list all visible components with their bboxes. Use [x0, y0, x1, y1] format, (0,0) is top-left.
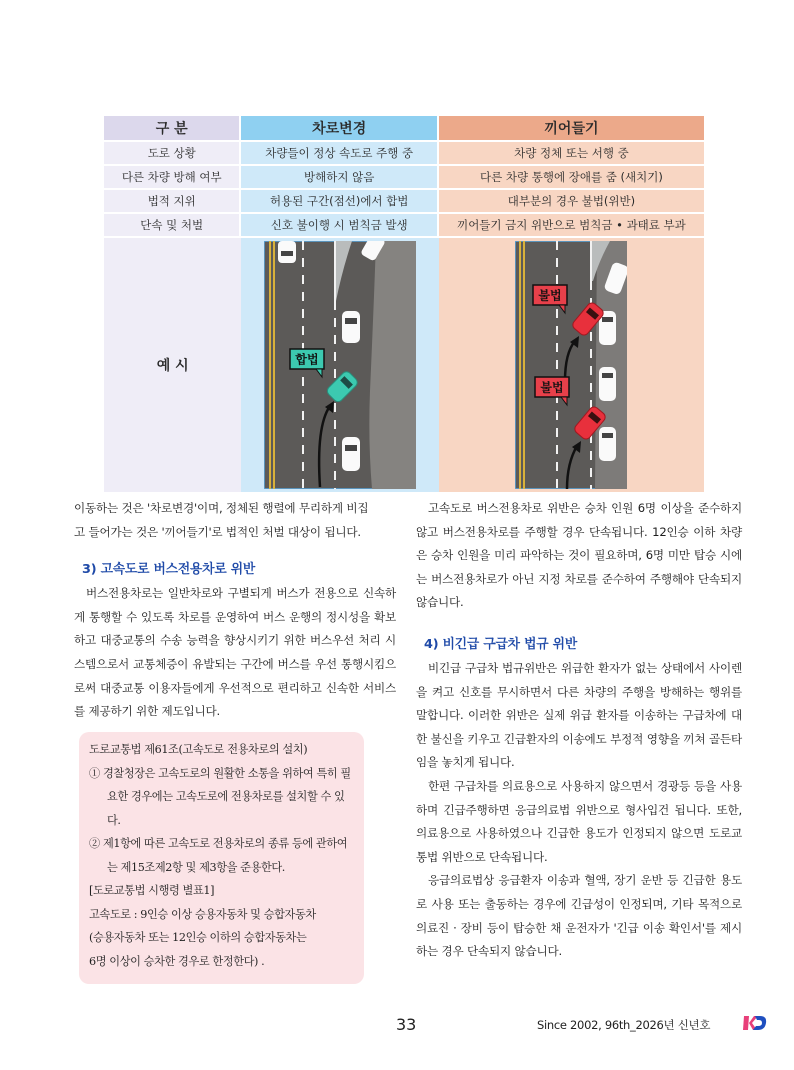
comparison-table: [104, 116, 704, 492]
header-lane-change: 차로변경: [241, 116, 438, 140]
lane-change-cell: 방해하지 않음: [241, 164, 438, 188]
issue-label: Since 2002, 96th_2026년 신년호: [537, 1018, 711, 1032]
white-car-icon: [599, 427, 616, 461]
cut-in-cell: 차량 정체 또는 서행 중: [439, 140, 704, 164]
section-4-title: 4) 비긴급 구급차 법규 위반: [424, 636, 577, 652]
cut-in-cell: 끼어들기 금지 위반으로 범칙금 • 과태료 부과: [439, 212, 704, 236]
header-category: 구 분: [104, 116, 241, 140]
section-3-body: 버스전용차로는 일반차로와 구별되게 버스가 전용으로 신속하게 통행할 수 있도록 차로를 운영하여 버스 운행의 정시성을 확보하고 대중교통의 수송 능력을 향상시키기 위한 버스우선 처리 시스템으로서 교통체증이 유발되는 구간에 버스를 우선 통행시킴으로써 대중교통 이용자들에게 우선적으로 편리하고 신속한 서비스를 제공하기 위한 제도입니다.: [74, 586, 396, 719]
law-item-2: ② 제1항에 따른 고속도로 전용차로의 종류 등에 관하여는 제15조제2항 및 제3항을 준용한다.: [89, 837, 348, 874]
law-reference-box: [79, 732, 364, 984]
cut-in-cell: 다른 차량 통행에 장애를 줌 (새치기): [439, 164, 704, 188]
cut-in-illustration-cell: [439, 236, 704, 492]
lane-change-illustration-cell: [241, 236, 438, 492]
table-row: [104, 188, 704, 212]
table-row: [104, 212, 704, 236]
ambulance-paragraph: 비긴급 구급차 법규위반은 위급한 환자가 없는 상태에서 사이렌을 켜고 신호를 무시하면서 다른 차량의 주행을 방해하는 행위를 말합니다. 이러한 위반은 실제 위급 환자를 이송하는 구급차에 대한 불신을 키우고 긴급환자의 이송에도 부정적 영향을 끼쳐 골든타임을 놓치게 됩니다.: [416, 660, 742, 770]
section-3-title: 3) 고속도로 버스전용차로 위반: [82, 562, 256, 578]
row-label: 법적 지위: [104, 188, 241, 212]
ambulance-paragraph: 한편 구급차를 의료용으로 사용하지 않으면서 경광등 등을 사용하며 긴급주행하면 응급의료법 위반으로 형사입건 됩니다. 또한, 의료용으로 사용하였으나 긴급한 용도가 인정되지 않으면 도로교통법 위반으로 단속됩니다.: [416, 778, 742, 864]
table-row: [104, 140, 704, 164]
lane-change-cell: 차량들이 정상 속도로 주행 중: [241, 140, 438, 164]
svg-text:불법: 불법: [538, 288, 563, 303]
row-label: 도로 상황: [104, 140, 241, 164]
cut-in-cell: 대부분의 경우 불법(위반): [439, 188, 704, 212]
white-car-icon: [342, 311, 360, 343]
kd-logo-icon: [743, 1015, 767, 1031]
intro-line: 고 들어가는 것은 '끼어들기'로 법적인 처벌 대상이 됩니다.: [74, 524, 361, 539]
table-header-row: [104, 116, 704, 140]
row-label: 다른 차량 방해 여부: [104, 164, 241, 188]
lane-change-cell: 허용된 구간(점선)에서 합법: [241, 188, 438, 212]
decree-line: 고속도로 : 9인승 이상 승용자동차 및 승합자동차: [89, 907, 316, 921]
example-label: 예 시: [104, 236, 241, 492]
table-row: [104, 164, 704, 188]
page-number: 33: [396, 1015, 417, 1034]
cut-in-road-illustration: [515, 241, 627, 489]
intro-line: 이동하는 것은 '차로변경'이며, 정체된 행렬에 무리하게 비집: [74, 501, 369, 515]
svg-text:합법: 합법: [295, 352, 319, 367]
row-label: 단속 및 처벌: [104, 212, 241, 236]
decree-line: (승용자동차 또는 12인승 이하의 승합자동차는: [89, 931, 307, 944]
white-car-icon: [599, 367, 616, 401]
right-column: [416, 497, 742, 964]
left-column: [74, 497, 396, 724]
header-cut-in: 끼어들기: [439, 116, 704, 140]
white-car-icon: [278, 241, 296, 263]
bus-lane-paragraph: 고속도로 버스전용차로 위반은 승차 인원 6명 이상을 준수하지 않고 버스전용차로를 주행할 경우 단속됩니다. 12인승 이하 차량은 승차 인원을 미리 파악하는 것이 필요하며, 6명 미만 탑승 시에는 버스전용차로가 아닌 지정 차로를 준수하여 주행해야 단속되지 않습니다.: [416, 501, 742, 610]
example-row: [104, 236, 704, 492]
white-car-icon: [342, 437, 360, 471]
lane-change-cell: 신호 불이행 시 범칙금 발생: [241, 212, 438, 236]
decree-line: 6명 이상이 승차한 경우로 한정한다) .: [89, 954, 265, 968]
lane-change-road-illustration: [264, 241, 416, 489]
law-title: 도로교통법 제61조(고속도로 전용차로의 설치): [89, 743, 308, 756]
ambulance-paragraph: 응급의료법상 응급환자 이송과 혈액, 장기 운반 등 긴급한 용도로 사용 또는 출동하는 경우에 긴급성이 인정되며, 기타 목적으로 의료진 · 장비 등이 탑승한 채 운전자가 '긴급 이송 확인서'를 제시하는 경우 단속되지 않습니다.: [416, 873, 742, 959]
svg-text:불법: 불법: [540, 380, 565, 395]
decree-title: [도로교통법 시행령 별표1]: [89, 884, 215, 897]
law-item-1: ① 경찰청장은 고속도로의 원활한 소통을 위하여 특히 필요한 경우에는 고속도로에 전용차로를 설치할 수 있다.: [89, 766, 351, 827]
